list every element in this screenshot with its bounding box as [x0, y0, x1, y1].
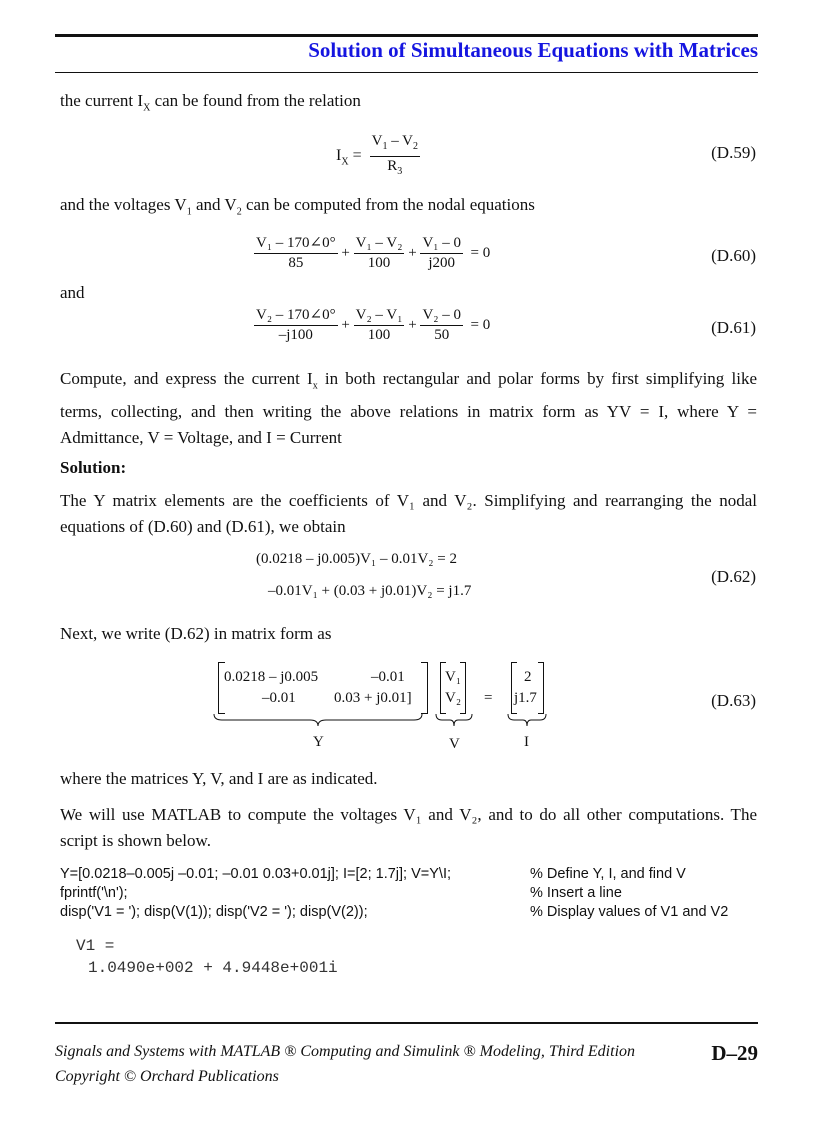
solution-heading: Solution:: [60, 458, 127, 477]
equation-tag-d60: (D.60): [711, 246, 756, 265]
matrix-i-2: j1.7: [514, 690, 537, 706]
paragraph-intro: the current $I_X$ can be found from the relation: [60, 91, 361, 114]
page-header-title: Solution of Simultaneous Equations with Matrices: [308, 38, 758, 62]
underbrace-y: [214, 714, 422, 726]
equation-d62-line1: (0.0218 – j0.005)V₁ – 0.01V₂ = 2: [256, 551, 457, 567]
underbrace-i: [508, 714, 546, 726]
header-rule-bottom: [55, 72, 758, 73]
paragraph-matrix-elements: The Y matrix elements are the coefficients of V₁ and V₂. Simplifying and rearranging the nodal equations of (D.60) and (D.61), we obtain: [60, 491, 757, 536]
equation-tag-d61: (D.61): [711, 318, 756, 337]
matrix-underbraces: [210, 712, 560, 732]
equation-tag-d63: (D.63): [711, 691, 756, 710]
equation-d62-line2: –0.01V₁ + (0.03 + j0.01)V₂ = j1.7: [268, 583, 472, 599]
matrix-v-1: V₁: [445, 669, 462, 685]
footer-copyright: Copyright © Orchard Publications: [55, 1068, 279, 1085]
paragraph-matrix-form: Next, we write (D.62) in matrix form as: [60, 624, 332, 643]
matrix-i-1: 2: [524, 669, 532, 685]
equation-d60: $\frac{\text{V₁ – 170∠0°}}{85}$ + $\frac{\text{V₁ – V₂}}{100}$ + $\frac{\text{V₁ – 0}}{j200}$ = 0: [256, 235, 491, 271]
code-comment-3: % Display values of V1 and V2: [530, 904, 729, 920]
matrix-v-2: V₂: [445, 690, 462, 706]
equation-d61: $\frac{\text{V₂ – 170∠0°}}{-j100}$ + $\frac{\text{V₂ – V₁}}{100}$ + $\frac{\text{V₂ – 0}}{50}$ = 0: [256, 307, 491, 343]
code-comment-2: % Insert a line: [530, 885, 622, 901]
output-line-2: 1.0490e+002 + 4.9448e+001i: [88, 959, 338, 977]
footer-book-title: Signals and Systems with MATLAB ® Computing and Simulink ® Modeling, Third Edition: [55, 1043, 636, 1060]
page-number: D–29: [711, 1041, 758, 1065]
matrix-y-a11: 0.0218 – j0.005: [224, 669, 319, 685]
code-comment-1: % Define Y, I, and find V: [530, 866, 686, 882]
matrix-label-v: V: [449, 736, 460, 752]
equation-d59: $I_X$ = $\frac{V_1 - V_2}{R_3}$: [336, 133, 418, 177]
code-line-3: disp('V1 = '); disp(V(1)); disp('V2 = '); disp(V(2));: [60, 904, 368, 920]
paragraph-voltages: and the voltages $V_1$ and $V_2$ can be computed from the nodal equations: [60, 195, 535, 218]
paragraph-matlab: We will use MATLAB to compute the voltages V₁ and V₂, and to do all other computations. The script is shown below.: [60, 805, 757, 850]
underbrace-v: [436, 714, 472, 726]
code-line-1: Y=[0.0218–0.005j –0.01; –0.01 0.03+0.01j]; I=[2; 1.7j]; V=Y\I;: [60, 866, 451, 882]
matrix-y-a22: 0.03 + j0.01]: [334, 690, 412, 706]
paragraph-problem: Compute, and express the current $I_x$ in both rectangular and polar forms by first simplifying like terms, collecting, and then writing the above relations in matrix form as YV = I, where Y = Admittance, V = Voltage, and I = Current: [60, 369, 757, 448]
equation-tag-d59: (D.59): [711, 143, 756, 162]
footer-rule: [55, 1022, 758, 1024]
matrix-label-i: I: [524, 734, 529, 750]
matrix-equals: =: [484, 690, 493, 706]
matrix-i-right-bracket: [538, 662, 544, 714]
header-rule-top: [55, 34, 758, 37]
paragraph-matrices: where the matrices Y, V, and I are as indicated.: [60, 769, 378, 788]
word-and: and: [60, 283, 85, 302]
output-line-1: V1 =: [76, 937, 115, 955]
matrix-label-y: Y: [313, 734, 324, 750]
matrix-y-a12: –0.01: [371, 669, 405, 685]
matrix-y-right-bracket: [421, 662, 428, 714]
equation-tag-d62: (D.62): [711, 567, 756, 586]
matrix-y-a21: –0.01: [262, 690, 296, 706]
code-line-2: fprintf('\n');: [60, 885, 128, 901]
